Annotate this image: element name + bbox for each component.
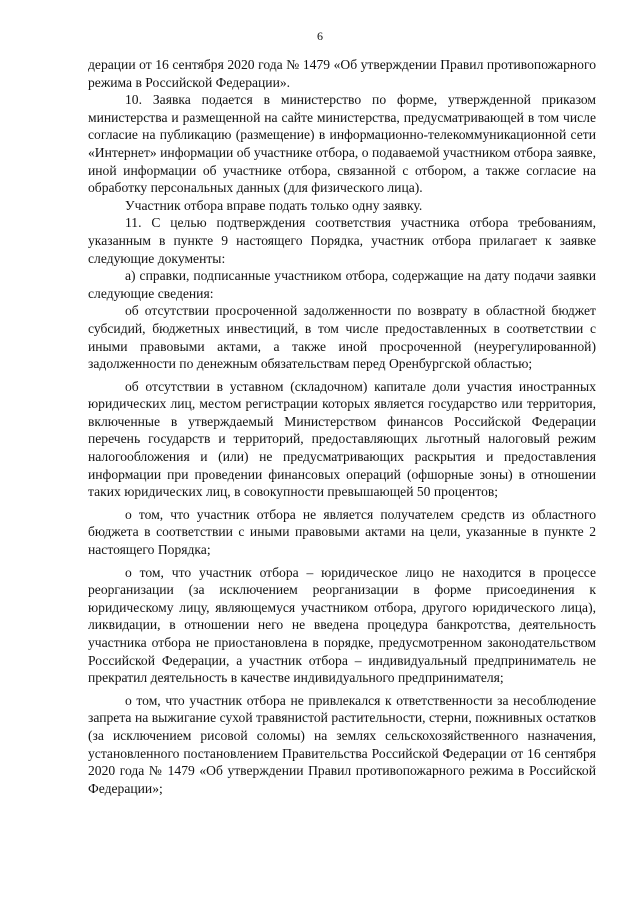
paragraph: об отсутствии просроченной задолженности по возврату в областной бюджет субсидий, бюджетных инвестиций, в том числе предоставленных в соответствии с иными правовыми актами, а также иной просроченной (неурегулированной) задолженности по денежным обязательствам перед Оренбургской областью; — [88, 303, 596, 372]
page-number: 6 — [317, 29, 323, 43]
paragraph: а) справки, подписанные участником отбора, содержащие на дату подачи заявки следующие сведения: — [88, 268, 596, 301]
document-body — [88, 56, 596, 797]
paragraph: Участник отбора вправе подать только одну заявку. — [125, 197, 423, 213]
paragraph: о том, что участник отбора не является получателем средств из областного бюджета в соответствии с иными правовыми актами на цели, указанные в пункте 2 настоящего Порядка; — [88, 506, 596, 558]
paragraph: о том, что участник отбора – юридическое лицо не находится в процессе реорганизации (за исключением реорганизации в форме присоединения к юридическому лицу, являющемуся участником отбора, другого юридического лица), ликвидации, в отношении него не введена процедура банкротства, деятельность участника отбора не приостановлена в порядке, предусмотренном законодательством Российской Федерации, а участник отбора – индивидуальный предприниматель не прекратил деятельность в качестве индивидуального предпринимателя; — [88, 564, 596, 686]
paragraph: 11. С целью подтверждения соответствия участника отбора требованиям, указанным в пункте 9 настоящего Порядка, участник отбора прилагает к заявке следующие документы: — [88, 215, 596, 266]
paragraph: о том, что участник отбора не привлекался к ответственности за несоблюдение запрета на выжигание сухой травянистой растительности, стерни, пожнивных остатков (за исключением рисовой соломы) на землях сельскохозяйственного назначения, установленного постановлением Правительства Российской Федерации от 16 сентября 2020 года № 1479 «Об утверждении Правил противопожарного режима в Российской Федерации»; — [88, 692, 596, 796]
paragraph: об отсутствии в уставном (складочном) капитале доли участия иностранных юридических лиц, местом регистрации которых является государство или территория, включенные в утверждаемый Министерством финансов Российской Федерации перечень государств и территорий, предоставляющих льготный налоговый режим налогообложения и (или) не предусматривающих раскрытия и предоставления информации при проведении финансовых операций (офшорные зоны) в отношении таких юридических лиц, в совокупности превышающей 50 процентов; — [88, 378, 596, 500]
paragraph: 10. Заявка подается в министерство по форме, утвержденной приказом министерства и размещенной на сайте министерства, предусматривающей в том числе согласие на публикацию (размещение) в информационно-телекоммуникационной сети «Интернет» информации об участнике отбора, о подаваемой участником отбора заявке, иной информации об участнике отбора, связанной с отбором, а также согласие на обработку персональных данных (для физического лица). — [88, 92, 596, 196]
paragraph: дерации от 16 сентября 2020 года № 1479 «Об утверждении Правил противопожарного режима в Российской Федерации». — [88, 57, 596, 90]
